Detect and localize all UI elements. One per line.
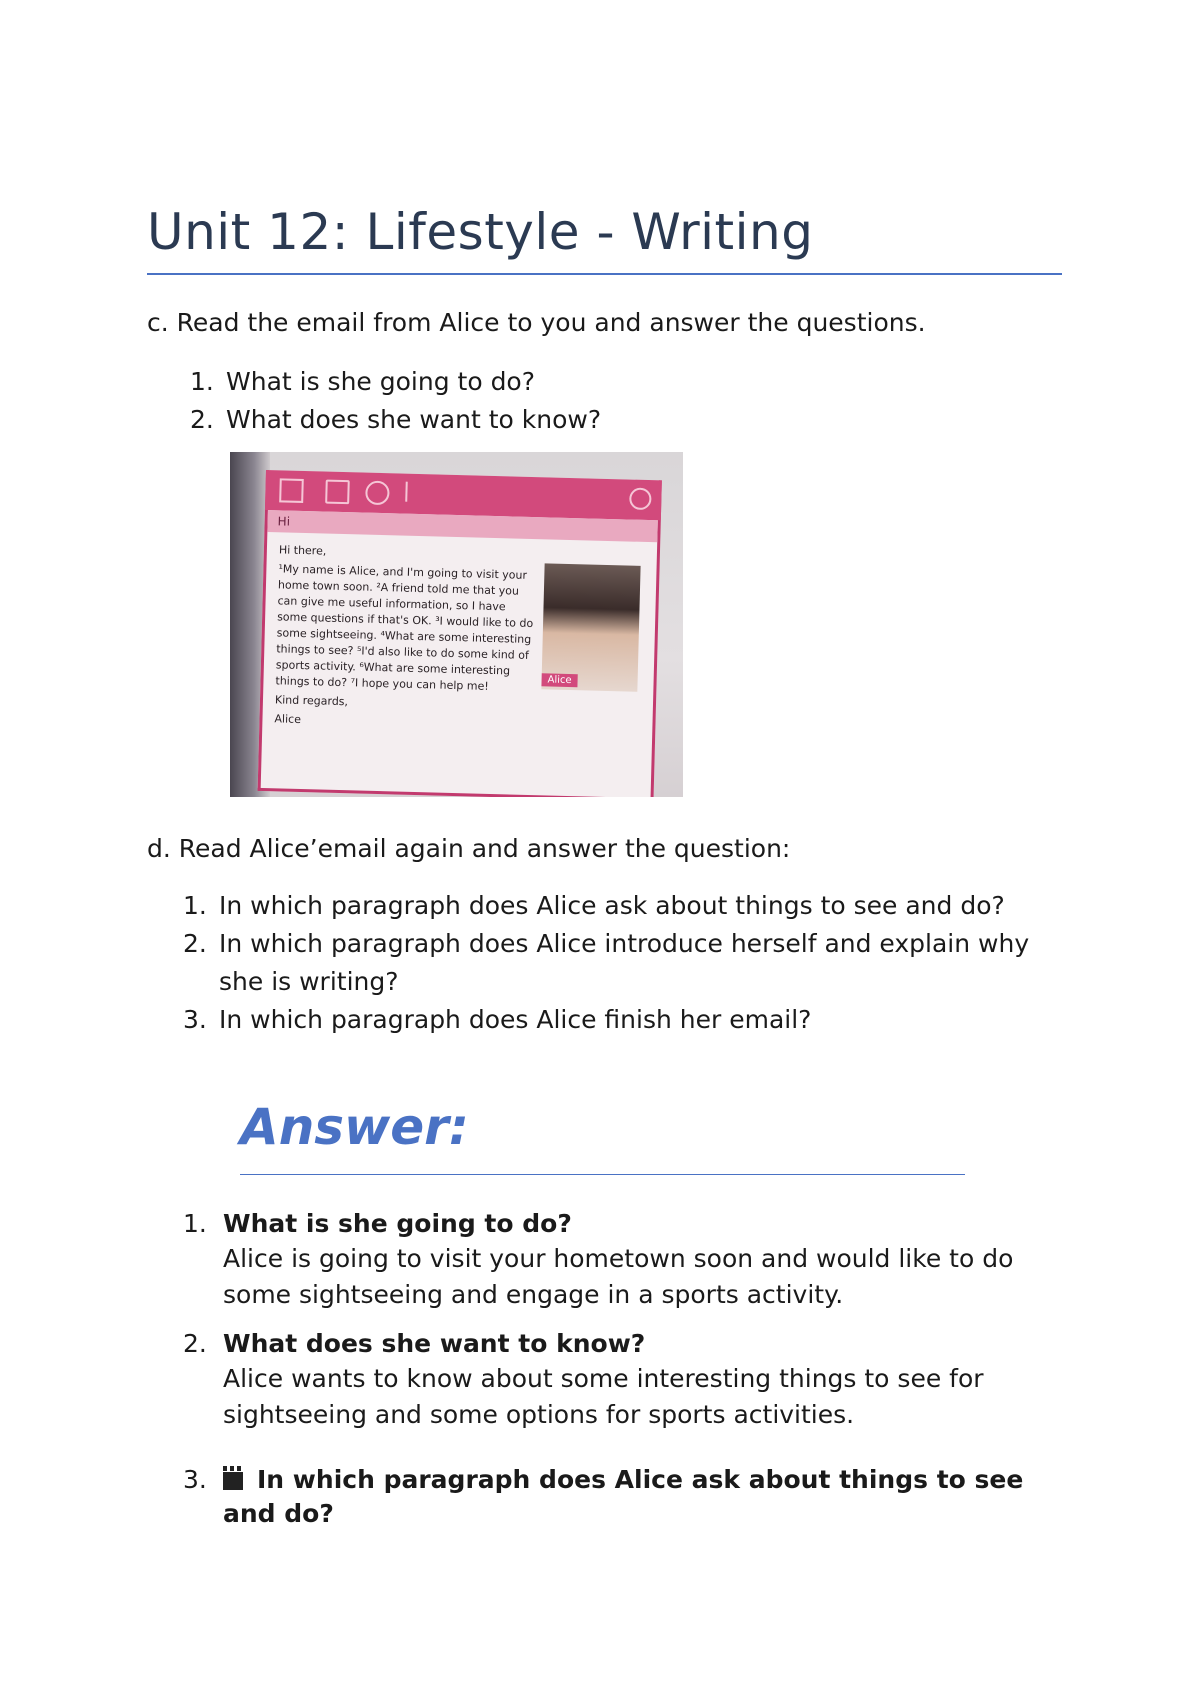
close-icon — [629, 488, 652, 511]
email-text: ¹My name is Alice, and I'm going to visit your home town soon. ²A friend told me that you can give me useful information, so I have some questions if that's OK. ³I would like to do some sightseeing. ⁴What are some interesting things to see? ⁵I'd also like to do some kind of sports activity. ⁶What are some interesting things to do? ⁷I hope you can help me! — [275, 562, 534, 693]
answer-question: What does she want to know? — [223, 1329, 646, 1358]
list-item — [183, 1001, 1063, 1039]
star-icon — [365, 481, 390, 506]
section-c-instruction: c. Read the email from Alice to you and answer the questions. — [147, 308, 926, 337]
question-text: What is she going to do? — [226, 367, 535, 396]
email-window — [258, 470, 662, 797]
email-greeting: Hi there, — [278, 543, 327, 558]
alice-photo — [541, 563, 640, 691]
question-text: In which paragraph does Alice finish her email? — [219, 1005, 812, 1034]
list-item — [183, 887, 1063, 925]
email-photo — [230, 452, 683, 797]
page-title: Unit 12: Lifestyle - Writing — [147, 203, 1062, 275]
email-signature: Alice — [274, 712, 302, 726]
list-number: 1. — [183, 1209, 207, 1238]
list-item — [190, 401, 601, 439]
list-number: 3. — [183, 1005, 207, 1034]
list-number: 2. — [183, 929, 207, 958]
answer-heading: Answer: — [240, 1098, 965, 1175]
clapperboard-icon — [223, 1472, 243, 1490]
flag-icon — [405, 482, 428, 503]
question-text: In which paragraph does Alice ask about things to see and do? — [219, 891, 1005, 920]
list-number: 3. — [183, 1465, 207, 1494]
answer-item — [183, 1327, 1063, 1433]
email-closing: Kind regards, — [274, 693, 349, 709]
question-text: What does she want to know? — [226, 405, 602, 434]
section-d-questions — [183, 887, 1063, 1039]
answer-question-row — [223, 1463, 1063, 1531]
list-number: 1. — [190, 367, 214, 396]
email-body — [274, 542, 539, 737]
answer-text: Alice wants to know about some interesting things to see for sightseeing and some options for sports activities. — [223, 1364, 984, 1429]
envelope-icon — [279, 478, 304, 503]
list-number: 2. — [190, 405, 214, 434]
list-item — [190, 363, 601, 401]
answer-list — [183, 1207, 1063, 1531]
answer-item — [183, 1463, 1063, 1531]
email-subject: Hi — [277, 514, 291, 529]
question-text: In which paragraph does Alice introduce herself and explain why she is writing? — [219, 929, 1030, 996]
list-item — [183, 925, 1063, 1001]
section-c-questions — [190, 363, 601, 439]
answer-question: What is she going to do? — [223, 1209, 572, 1238]
photo-label: Alice — [541, 673, 577, 687]
list-number: 2. — [183, 1329, 207, 1358]
list-number: 1. — [183, 891, 207, 920]
edit-icon — [325, 480, 350, 505]
answer-text: Alice is going to visit your hometown soon and would like to do some sightseeing and engage in a sports activity. — [223, 1244, 1014, 1309]
answer-item — [183, 1207, 1063, 1313]
answer-question: In which paragraph does Alice ask about things to see and do? — [223, 1465, 1024, 1528]
section-d-instruction: d. Read Alice’email again and answer the question: — [147, 834, 791, 863]
